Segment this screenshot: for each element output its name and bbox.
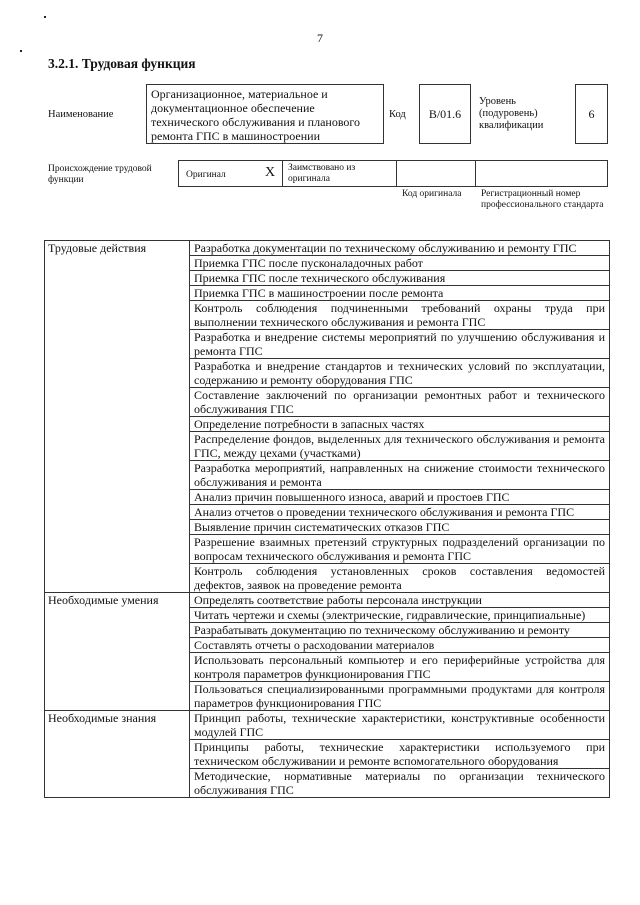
labor-function-table xyxy=(44,240,610,798)
table-row xyxy=(45,564,610,593)
category-cell xyxy=(45,461,190,490)
list-item: Пользоваться специализированными программными продуктами для контроля параметров функционирования ГПС xyxy=(190,682,610,711)
category-cell: Трудовые действия xyxy=(45,241,190,256)
category-cell xyxy=(45,359,190,388)
category-cell xyxy=(45,682,190,711)
table-row xyxy=(45,271,610,286)
table-row xyxy=(45,461,610,490)
table-row xyxy=(45,286,610,301)
level-label: Уровень (подуровень) квалификации xyxy=(479,96,544,131)
origin-label: Происхождение трудовой функции xyxy=(48,164,152,185)
category-cell xyxy=(45,564,190,593)
list-item: Принципы работы, технические характеристики используемого при техническом обслуживании и ремонте вспомогательного оборудования xyxy=(190,740,610,769)
table-row xyxy=(45,593,610,608)
category-cell xyxy=(45,286,190,301)
list-item: Разработка мероприятий, направленных на снижение стоимости технического обслуживания и ремонта xyxy=(190,461,610,490)
list-item: Анализ причин повышенного износа, аварий и простоев ГПС xyxy=(190,490,610,505)
code-value-box xyxy=(419,84,471,144)
list-item: Контроль соблюдения подчиненными требований охраны труда при выполнении технического обслуживания и ремонта ГПС xyxy=(190,301,610,330)
category-cell xyxy=(45,432,190,461)
scan-mark xyxy=(20,50,22,52)
table-row xyxy=(45,432,610,461)
table-row xyxy=(45,638,610,653)
list-item: Разработка документации по техническому обслуживанию и ремонту ГПС xyxy=(190,241,610,256)
reg-number-label: Регистрационный номер профессионального стандарта xyxy=(481,189,604,210)
name-value-box xyxy=(146,84,384,144)
category-cell xyxy=(45,505,190,520)
table-row xyxy=(45,682,610,711)
table-row xyxy=(45,490,610,505)
borrowed-label: Заимствовано из оригинала xyxy=(288,163,356,184)
list-item: Составлять отчеты о расходовании материалов xyxy=(190,638,610,653)
list-item: Читать чертежи и схемы (электрические, гидравлические, принципиальные) xyxy=(190,608,610,623)
origin-box xyxy=(178,160,608,187)
category-cell xyxy=(45,623,190,638)
table-row xyxy=(45,535,610,564)
name-label: Наименование xyxy=(48,109,114,120)
origin-divider xyxy=(282,160,283,187)
table-row xyxy=(45,623,610,638)
category-cell xyxy=(45,769,190,798)
page-number: 7 xyxy=(317,31,323,45)
original-label: Оригинал xyxy=(186,170,226,180)
table-row xyxy=(45,359,610,388)
section-title: 3.2.1. Трудовая функция xyxy=(48,56,196,71)
table-row xyxy=(45,711,610,740)
table-row xyxy=(45,241,610,256)
category-cell xyxy=(45,301,190,330)
list-item: Составление заключений по организации ремонтных работ и технического обслуживания ГПС xyxy=(190,388,610,417)
table-row xyxy=(45,769,610,798)
table-row xyxy=(45,388,610,417)
category-cell xyxy=(45,535,190,564)
list-item: Приемка ГПС после технического обслуживания xyxy=(190,271,610,286)
list-item: Приемка ГПС после пусконаладочных работ xyxy=(190,256,610,271)
category-cell xyxy=(45,256,190,271)
category-cell xyxy=(45,330,190,359)
category-cell xyxy=(45,490,190,505)
list-item: Разрабатывать документацию по техническому обслуживанию и ремонту xyxy=(190,623,610,638)
category-cell xyxy=(45,740,190,769)
origin-divider xyxy=(475,160,476,187)
category-cell xyxy=(45,608,190,623)
code-original-label: Код оригинала xyxy=(402,189,462,199)
table-row xyxy=(45,301,610,330)
function-name: Организационное, материальное и документационное обеспечение технического обслуживания и планового ремонта ГПС в машиностроении xyxy=(151,87,361,143)
table-row xyxy=(45,417,610,432)
list-item: Разработка и внедрение стандартов и технических условий по эксплуатации, содержанию и ремонту оборудования ГПС xyxy=(190,359,610,388)
category-cell xyxy=(45,653,190,682)
original-mark: X xyxy=(265,165,276,180)
scan-mark xyxy=(44,16,46,18)
table-row xyxy=(45,256,610,271)
category-cell xyxy=(45,520,190,535)
category-cell xyxy=(45,417,190,432)
code-label: Код xyxy=(389,109,406,120)
list-item: Приемка ГПС в машиностроении после ремонта xyxy=(190,286,610,301)
list-item: Распределение фондов, выделенных для технического обслуживания и ремонта ГПС, между цехами (участками) xyxy=(190,432,610,461)
category-cell xyxy=(45,271,190,286)
category-cell: Необходимые знания xyxy=(45,711,190,740)
table-row xyxy=(45,740,610,769)
table-row xyxy=(45,608,610,623)
list-item: Определение потребности в запасных частях xyxy=(190,417,610,432)
category-cell xyxy=(45,638,190,653)
origin-divider xyxy=(396,160,397,187)
list-item: Выявление причин систематических отказов ГПС xyxy=(190,520,610,535)
level-value-box xyxy=(575,84,608,144)
category-cell: Необходимые умения xyxy=(45,593,190,608)
list-item: Определять соответствие работы персонала инструкции xyxy=(190,593,610,608)
list-item: Разработка и внедрение системы мероприятий по улучшению обслуживания и ремонта ГПС xyxy=(190,330,610,359)
code-value: B/01.6 xyxy=(428,107,462,121)
table-row xyxy=(45,520,610,535)
list-item: Принцип работы, технические характеристики, конструктивные особенности модулей ГПС xyxy=(190,711,610,740)
table-row xyxy=(45,653,610,682)
list-item: Анализ отчетов о проведении технического обслуживания и ремонта ГПС xyxy=(190,505,610,520)
table-row xyxy=(45,330,610,359)
level-value: 6 xyxy=(588,107,595,121)
list-item: Контроль соблюдения установленных сроков составления ведомостей дефектов, заявок на проведение ремонта xyxy=(190,564,610,593)
list-item: Методические, нормативные материалы по организации технического обслуживания ГПС xyxy=(190,769,610,798)
category-cell xyxy=(45,388,190,417)
list-item: Разрешение взаимных претензий структурных подразделений организации по вопросам технического обслуживания и ремонта ГПС xyxy=(190,535,610,564)
table-row xyxy=(45,505,610,520)
list-item: Использовать персональный компьютер и его периферийные устройства для контроля параметров функционирования ГПС xyxy=(190,653,610,682)
